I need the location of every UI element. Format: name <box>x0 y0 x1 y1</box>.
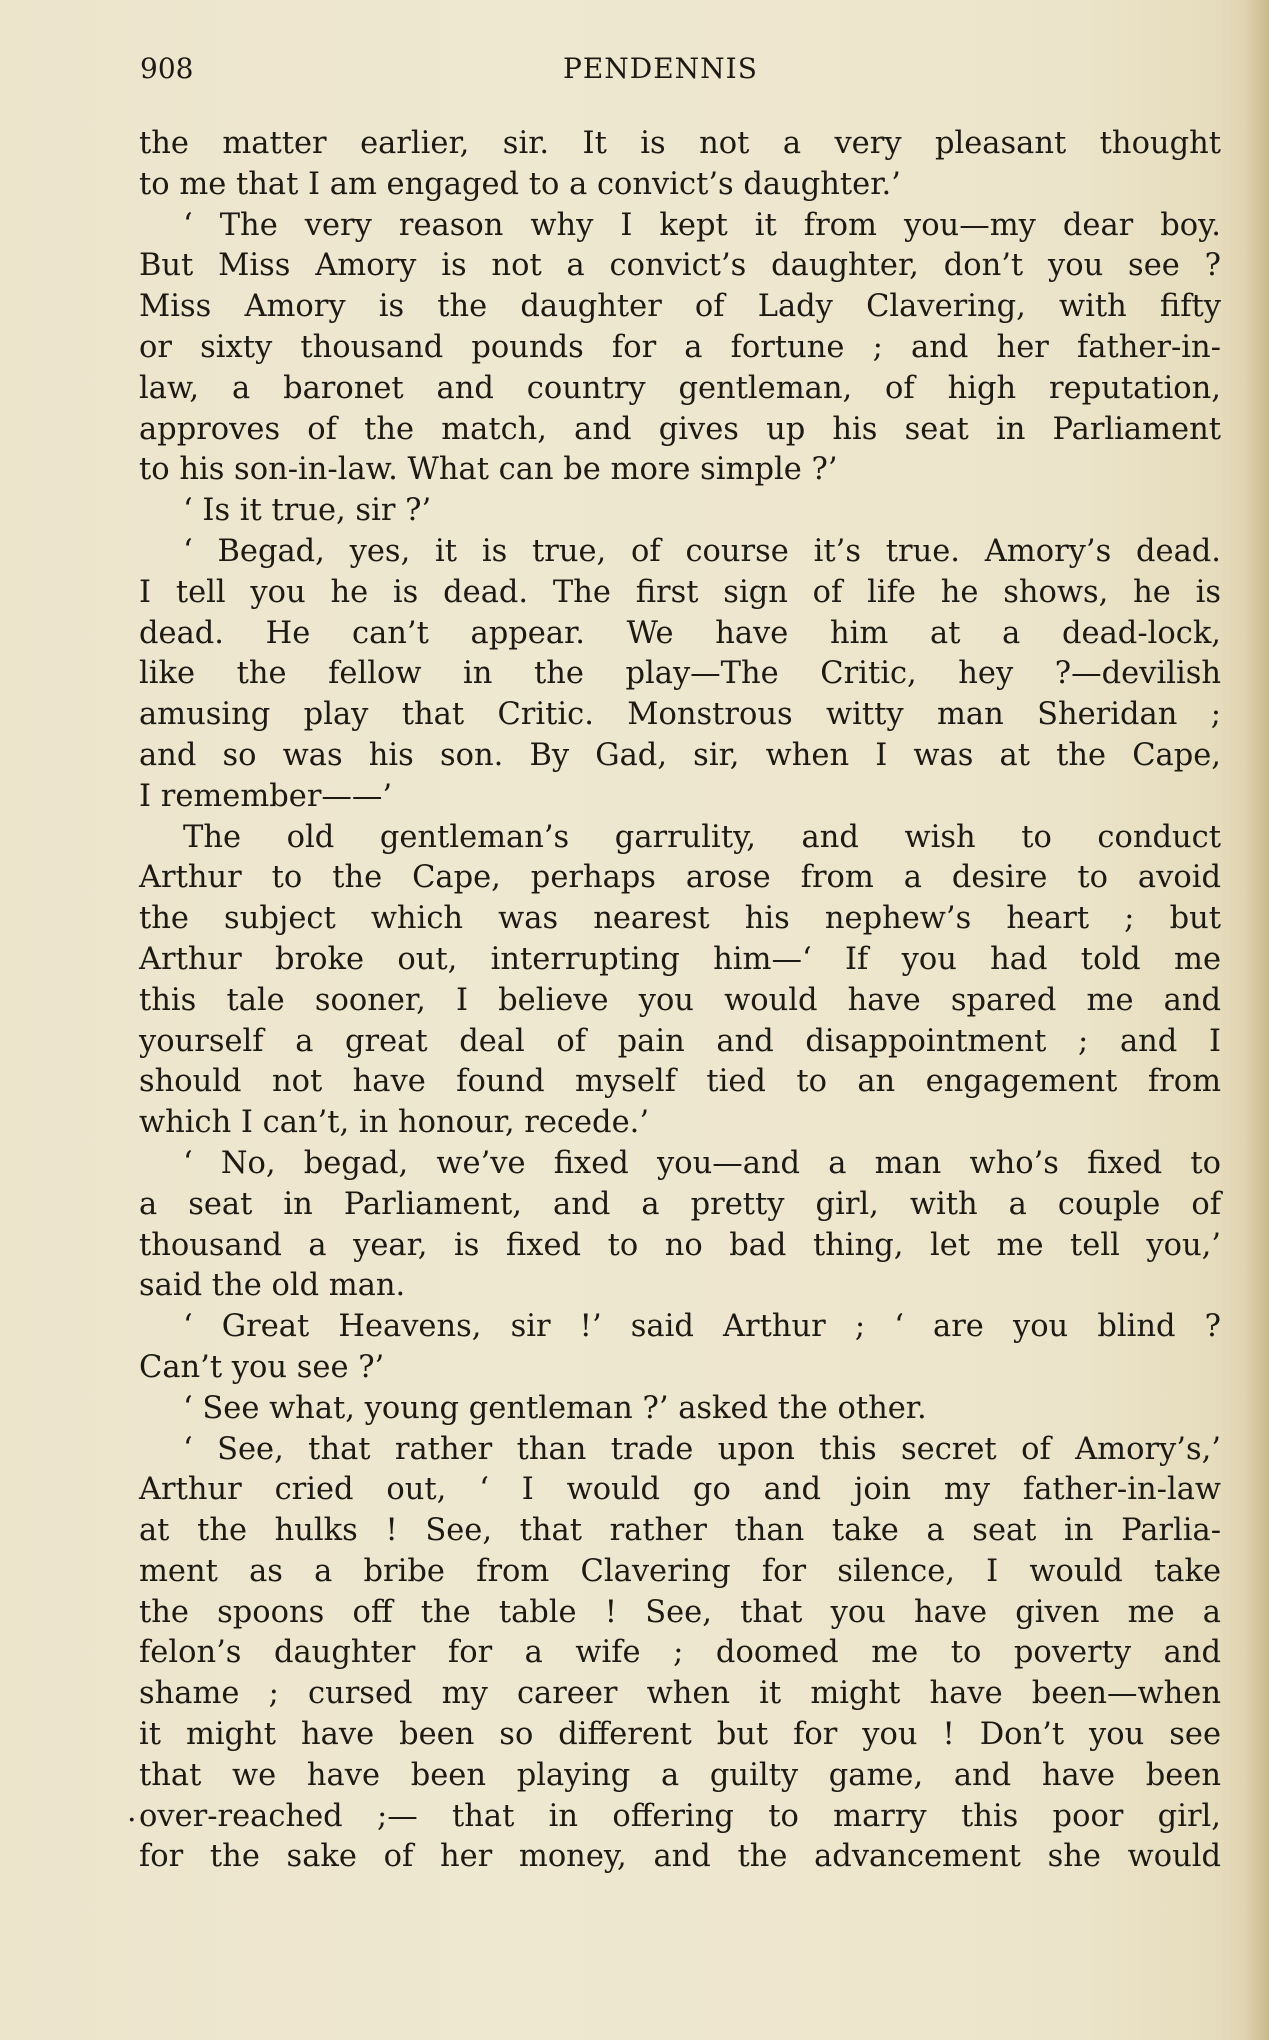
text-line: dead. He can’t appear. We have him at a dead-lock, <box>139 615 1221 651</box>
text-line: ‘ See, that rather than trade upon this secret of Amory’s,’ <box>183 1431 1221 1467</box>
page-number: 908 <box>140 52 194 85</box>
text-line: ‘ No, begad, we’ve fixed you—and a man who’s fixed to <box>183 1145 1221 1181</box>
text-line: over-reached ;— that in offering to marry this poor girl, <box>139 1798 1221 1834</box>
text-line: ment as a bribe from Clavering for silence, I would take <box>139 1553 1221 1589</box>
page-edge-shadow <box>1245 0 1269 2040</box>
text-line: it might have been so different but for you ! Don’t you see <box>139 1717 1221 1753</box>
text-line: shame ; cursed my career when it might have been—when <box>139 1676 1221 1712</box>
text-line: But Miss Amory is not a convict’s daughter, don’t you see ? <box>139 248 1221 284</box>
text-line: amusing play that Critic. Monstrous witty man Sheridan ; <box>139 697 1221 733</box>
text-line: the matter earlier, sir. It is not a very pleasant thought <box>139 126 1221 161</box>
text-line: ‘ Great Heavens, sir !’ said Arthur ; ‘ are you blind ? <box>183 1309 1221 1345</box>
text-line: Arthur cried out, ‘ I would go and join my father-in-law <box>139 1472 1221 1508</box>
text-line: Arthur to the Cape, perhaps arose from a desire to avoid <box>139 860 1221 896</box>
text-line: yourself a great deal of pain and disappointment ; and I <box>139 1023 1221 1059</box>
text-line: should not have found myself tied to an engagement from <box>139 1064 1221 1100</box>
text-line: this tale sooner, I believe you would have spared me and <box>139 982 1221 1018</box>
body-text <box>139 124 1221 1878</box>
text-line: the spoons off the table ! See, that you have given me a <box>139 1594 1221 1630</box>
text-line: a seat in Parliament, and a pretty girl, with a couple of <box>139 1186 1221 1222</box>
margin-mark: . <box>127 1794 137 1829</box>
text-line: felon’s daughter for a wife ; doomed me to poverty and <box>139 1635 1221 1671</box>
text-line: I remember——’ <box>139 778 393 814</box>
text-line: approves of the match, and gives up his seat in Parliament <box>139 411 1221 447</box>
text-line: or sixty thousand pounds for a fortune ; and her father-in- <box>139 329 1221 365</box>
text-line: The old gentleman’s garrulity, and wish to conduct <box>183 819 1221 855</box>
text-line: ‘ The very reason why I kept it from you—my dear boy. <box>183 207 1221 243</box>
text-line: law, a baronet and country gentleman, of high reputation, <box>139 370 1221 406</box>
text-line: said the old man. <box>139 1268 406 1304</box>
text-line: for the sake of her money, and the advancement she would <box>139 1839 1221 1875</box>
running-head <box>140 52 1220 92</box>
text-line: ‘ See what, young gentleman ?’ asked the other. <box>183 1390 927 1426</box>
text-line: to me that I am engaged to a convict’s daughter.’ <box>139 166 901 202</box>
book-title: PENDENNIS <box>563 52 758 85</box>
text-line: Can’t you see ?’ <box>139 1349 385 1385</box>
text-line: at the hulks ! See, that rather than take a seat in Parlia- <box>139 1513 1221 1549</box>
text-line: which I can’t, in honour, recede.’ <box>139 1105 650 1141</box>
text-line: that we have been playing a guilty game, and have been <box>139 1757 1221 1793</box>
text-line: and so was his son. By Gad, sir, when I was at the Cape, <box>139 737 1221 773</box>
text-line: ‘ Begad, yes, it is true, of course it’s true. Amory’s dead. <box>183 533 1221 569</box>
text-line: Miss Amory is the daughter of Lady Clavering, with fifty <box>139 289 1221 325</box>
text-line: ‘ Is it true, sir ?’ <box>183 493 432 529</box>
text-line: like the fellow in the play—The Critic, hey ?—devilish <box>139 656 1221 692</box>
text-line: thousand a year, is fixed to no bad thing, let me tell you,’ <box>139 1227 1221 1263</box>
text-line: Arthur broke out, interrupting him—‘ If you had told me <box>139 941 1221 977</box>
text-line: I tell you he is dead. The first sign of life he shows, he is <box>139 574 1221 610</box>
text-line: to his son-in-law. What can be more simple ?’ <box>139 452 838 488</box>
text-line: the subject which was nearest his nephew’s heart ; but <box>139 901 1221 937</box>
